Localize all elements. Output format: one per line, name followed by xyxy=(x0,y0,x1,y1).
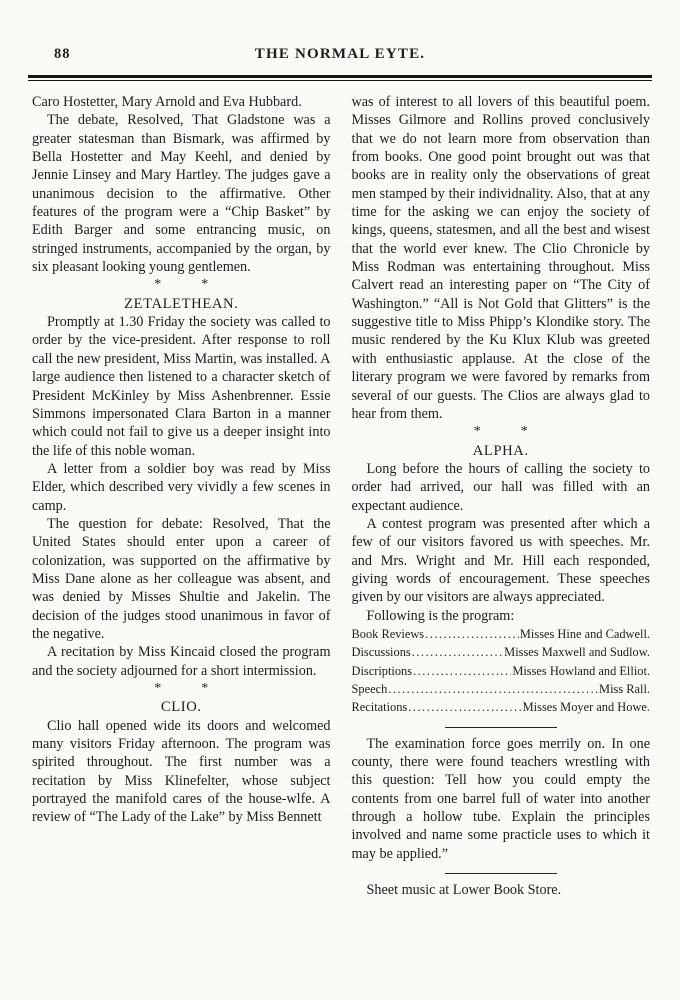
program-item-names: Misses Hine and Cadwell. xyxy=(519,626,650,641)
dot-leader xyxy=(408,698,521,716)
program-item-names: Misses Howland and Elliot. xyxy=(512,663,650,678)
program-row xyxy=(352,625,651,643)
masthead-title: THE NORMAL EYTE. xyxy=(254,46,426,62)
section-separator xyxy=(32,276,331,294)
paragraph-debate: The debate, Resolved, That Gladstone was a greater statesman than Bismark, was affirmed by Bella Hostetter and May Keehl, and denied by Jennie Linsey and Mary Hartley. The judges gave a unanimous decision to the affirmative. Other features of the program were a “Chip Basket” by Edith Barger and some entrancing music, on stringed instruments, accompanied by the organ, by six pleasant looking young gentlemen. xyxy=(32,112,331,276)
rule-thick xyxy=(28,75,652,78)
paragraph-zetalethean-3: The question for debate: Resolved, That the United States should enter upon a career of colonization, was supported on the affirmative by Miss Dane alone as her colleague was absent, and was denied by Misses Shultie and Jakelin. The decision of the judges stood unanimous in favor of the negative. xyxy=(32,515,331,642)
program-row xyxy=(352,662,651,680)
dot-leader xyxy=(388,680,598,698)
page-header xyxy=(0,0,680,68)
program-item-names: Misses Maxwell and Sudlow. xyxy=(504,645,650,660)
paragraph-alpha-2: A contest program was presented after which a few of our visitors favored us with speeches. Mr. and Mrs. Wright and Mr. Hill each responded, giving words of encouragement. These speeches given by our visitors are always appreciated. xyxy=(351,515,650,606)
program-item-label: Book Reviews xyxy=(351,626,425,641)
dot-leader xyxy=(413,662,511,680)
section-separator xyxy=(352,423,651,441)
paragraph-alpha-3: Following is the program: xyxy=(366,607,515,624)
left-column xyxy=(32,93,331,899)
program-item-label: Speech xyxy=(351,682,388,696)
asterisk-glyph: * xyxy=(154,277,162,293)
program-row xyxy=(352,643,651,661)
paragraph-zetalethean-4: A recitation by Miss Kincaid closed the program and the society adjourned for a short intermission. xyxy=(32,644,331,679)
section-heading-clio: CLIO. xyxy=(160,699,202,716)
asterisk-glyph: * xyxy=(473,424,481,440)
dot-leader xyxy=(425,625,519,643)
paragraph-clio: Clio hall opened wide its doors and welcomed many visitors Friday afternoon. The program was spirited throughout. The first number was a recitation by Miss Klinefelter, whose subject portrayed the manifold cares of the house-wlfe. A review of “The Lady of the Lake” by Miss Bennett xyxy=(32,717,331,826)
paragraph-zetalethean-1: Promptly at 1.30 Friday the society was called to order by the vice-president. After response to roll call the new president, Miss Martin, was installed. A large audience then listened to a character sketch of President McKinley by Miss Ashenbrenner. Essie Simmons impersonated Clara Barton in a manner which could not fail to give us a deeper insight into the life of this noble woman. xyxy=(32,314,331,459)
section-heading-alpha: ALPHA. xyxy=(472,442,529,459)
section-divider-rule xyxy=(445,727,557,728)
section-heading-zetalethean: ZETALETHEAN. xyxy=(124,295,239,312)
paragraph-caro-hostetter: Caro Hostetter, Mary Arnold and Eva Hubbard. xyxy=(32,94,302,110)
program-item-label: Discussions xyxy=(351,645,411,660)
right-column xyxy=(352,93,651,899)
program-row xyxy=(352,698,651,716)
two-column-body xyxy=(0,81,680,899)
asterisk-glyph: * xyxy=(201,277,209,293)
dot-leader xyxy=(412,643,503,661)
section-separator xyxy=(32,680,331,698)
asterisk-glyph: * xyxy=(201,681,209,696)
paragraph-examination: The examination force goes merrily on. In one county, there were found teachers wrestling with this question: Tell how you could empty the contents from one barrel full of water into another through a hollow tube. Explain the principles involved and name some practicle uses to which it may be applied.” xyxy=(351,735,650,862)
paragraph-clio-continued: was of interest to all lovers of this beautiful poem. Misses Gilmore and Rollins proved conclusively that we do not learn more from observation than from books. One good point brought out was that books are in reality only the observations of great men stamped by their individnality. Also, that at any time for the asking we can enjoy the society of kings, queens, statesmen, and all the best and wisest that the world ever knew. The Clio Chronicle by Miss Rodman was entertaining throughout. Miss Calvert read an interesting paper on “The City of Washington.” “All is Not Gold that Glitters” is the suggestive title to Miss Phipp’s Klondike story. The music rendered by the Ku Klux Klub was greeted with enthusiastic applause. At the close of the literary program we were favored by remarks from several of our guests. The Clios are always glad to hear from them. xyxy=(351,94,650,422)
paragraph-sheet-music: Sheet music at Lower Book Store. xyxy=(366,882,562,899)
paragraph-alpha-1: Long before the hours of calling the society to order had arrived, our hall was filled with an expectant audience. xyxy=(351,460,650,514)
program-item-names: Miss Rall. xyxy=(599,682,650,696)
paragraph-zetalethean-2: A letter from a soldier boy was read by Miss Elder, which described very vividly a few scenes in camp. xyxy=(32,460,331,514)
section-divider-rule xyxy=(445,873,557,874)
asterisk-glyph: * xyxy=(154,681,162,696)
asterisk-glyph: * xyxy=(520,424,528,440)
program-item-label: Recitations xyxy=(351,700,408,715)
program-row xyxy=(352,680,651,698)
page-number: 88 xyxy=(54,46,71,62)
program-list xyxy=(352,625,651,717)
program-item-names: Misses Moyer and Howe. xyxy=(522,700,650,715)
program-item-label: Discriptions xyxy=(351,663,413,678)
